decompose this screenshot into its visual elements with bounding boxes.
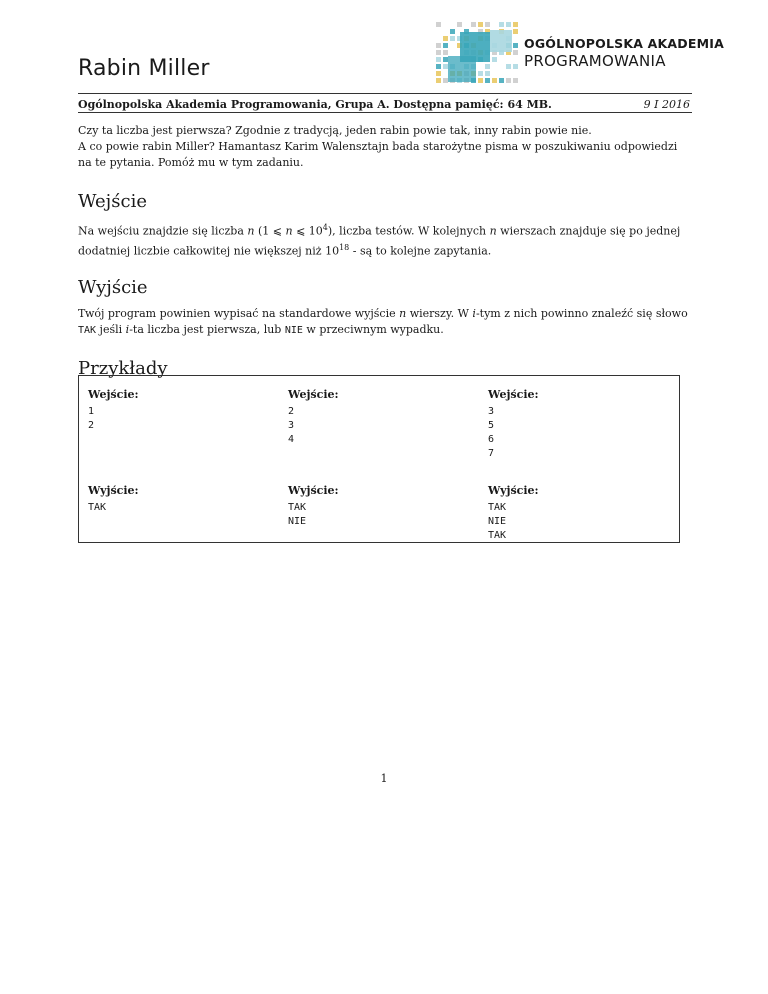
output-line: TAK — [88, 502, 107, 513]
logo-tile — [436, 57, 441, 62]
logo-line2: PROGRAMOWANIA — [524, 51, 666, 70]
logo-tile — [513, 43, 518, 48]
logo-tile — [499, 22, 504, 27]
logo-tile — [471, 22, 476, 27]
output-line: TAK — [288, 502, 307, 513]
logo-tile — [457, 22, 462, 27]
logo-tile — [436, 64, 441, 69]
example-output — [288, 501, 471, 529]
intro-line2: A co powie rabin Miller? Hamantasz Karim Walensztajn bada starożytne pisma w poszukiwaniu odpowiedzi na te pytania. Pomóż mu w tym zadaniu. — [78, 140, 678, 169]
page-number: 1 — [380, 772, 388, 785]
example-input-label: Wejście: — [488, 388, 539, 401]
logo-tile — [513, 64, 518, 69]
output-line: TAK — [488, 502, 507, 513]
logo-tile — [436, 78, 441, 83]
logo-tile — [450, 36, 455, 41]
examples-table — [78, 375, 680, 543]
logo-tile — [492, 57, 497, 62]
logo-tile — [436, 71, 441, 76]
input-line: 2 — [88, 420, 95, 431]
input-line: 1 — [88, 406, 95, 417]
examples-heading: Przykłady — [78, 358, 168, 380]
logo-tile — [513, 78, 518, 83]
logo-tile — [513, 29, 518, 34]
logo-tile — [478, 22, 483, 27]
logo-tile — [443, 78, 448, 83]
example-output-label: Wyjście: — [88, 484, 139, 497]
example-output — [88, 501, 271, 515]
logo-tile — [443, 36, 448, 41]
example-output-label: Wyjście: — [288, 484, 339, 497]
logo-tile — [513, 50, 518, 55]
logo-tile — [443, 50, 448, 55]
output-line: NIE — [288, 516, 307, 527]
logo-tile — [506, 64, 511, 69]
input-description: Na wejściu znajdzie się liczba n (1 ⩽ n ⩽ $10^4$), liczba testów. W kolejnych n wierszach znajduje się po jednej dodatniej liczbie całkowitej nie większej niż $10^{18}$ - są to kolejne zapytania. — [78, 223, 681, 258]
example-input — [288, 405, 471, 483]
output-line: NIE — [488, 516, 507, 527]
input-heading: Wejście — [78, 191, 147, 212]
logo-tile — [485, 78, 490, 83]
logo-line1: OGÓLNOPOLSKA AKADEMIA — [524, 36, 724, 51]
logo-tile — [436, 43, 441, 48]
logo-tile — [506, 78, 511, 83]
logo-tile — [492, 78, 497, 83]
logo-text — [524, 38, 724, 69]
example-input-label: Wejście: — [88, 388, 139, 401]
output-description: Twój program powinien wypisać na standardowe wyjście n wierszy. W i-tym z nich powinno znaleźć się słowo TAK jeśli i-ta liczba jest pierwsza, lub NIE w przeciwnym wypadku. — [78, 307, 688, 337]
example-case-3 — [479, 376, 679, 542]
problem-statement — [78, 123, 692, 380]
logo-tile — [478, 71, 483, 76]
input-line: 3 — [488, 406, 495, 417]
logo-tile — [490, 30, 512, 52]
logo-tile — [499, 78, 504, 83]
logo-tile — [485, 64, 490, 69]
logo-tile — [513, 22, 518, 27]
logo-tile — [443, 57, 448, 62]
example-output-label: Wyjście: — [488, 484, 539, 497]
input-line: 5 — [488, 420, 495, 431]
logo-tile — [450, 29, 455, 34]
logo-tile — [436, 22, 441, 27]
logo-tile — [506, 22, 511, 27]
contest-details: Ogólnopolska Akademia Programowania, Grupa A. Dostępna pamięć: 64 MB. — [78, 98, 552, 111]
example-input — [88, 405, 271, 483]
input-line: 6 — [488, 434, 495, 445]
input-line: 7 — [488, 448, 495, 459]
example-case-2 — [279, 376, 479, 542]
logo-tile — [443, 43, 448, 48]
example-case-1 — [79, 376, 279, 542]
logo-tile — [448, 56, 476, 82]
input-line: 2 — [288, 406, 295, 417]
input-line: 4 — [288, 434, 295, 445]
logo-tile — [485, 71, 490, 76]
example-output — [488, 501, 671, 543]
header-rule-bottom — [78, 112, 692, 113]
example-input-label: Wejście: — [288, 388, 339, 401]
logo-tile — [485, 22, 490, 27]
output-line: TAK — [488, 530, 507, 541]
contest-date: 9 I 2016 — [643, 98, 690, 111]
header-rule-top — [78, 93, 692, 94]
contest-info — [78, 98, 692, 111]
output-heading: Wyjście — [78, 277, 148, 299]
intro-line1: Czy ta liczba jest pierwsza? Zgodnie z tradycją, jeden rabin powie tak, inny rabin powie nie. — [78, 124, 592, 137]
logo-tile — [478, 78, 483, 83]
input-line: 3 — [288, 420, 295, 431]
logo-tile — [436, 50, 441, 55]
logo-tile — [443, 64, 448, 69]
example-input — [488, 405, 671, 483]
page-title: Rabin Miller — [78, 56, 210, 81]
